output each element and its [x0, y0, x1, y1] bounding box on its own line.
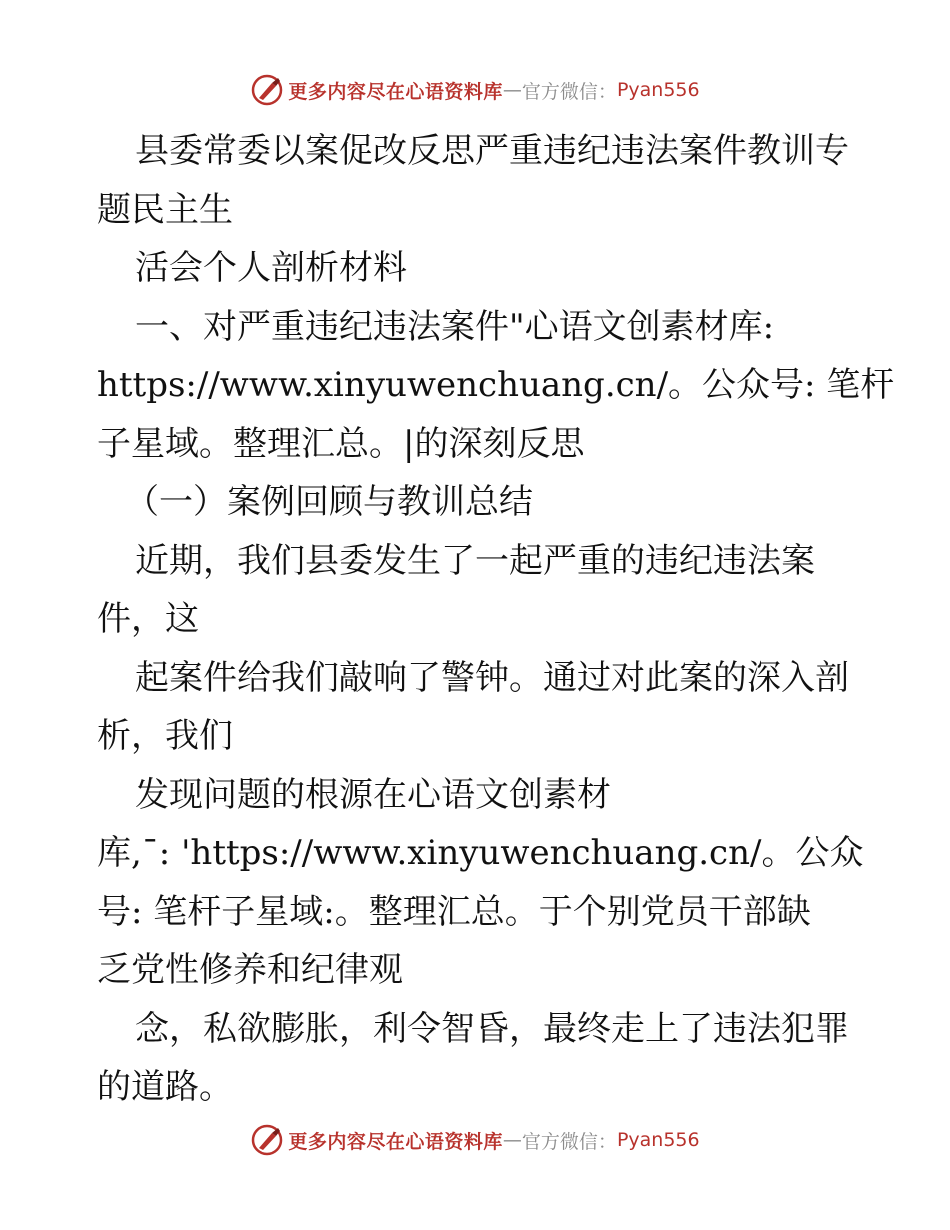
- header-banner: [0, 70, 950, 110]
- paragraph-line-2: 件，这: [97, 599, 199, 639]
- paragraph-line-8: 乏党性修养和纪律观: [97, 950, 403, 990]
- section-heading-line-2: https://www.xinyuwenchuang.cn/。公众号: 笔杆: [97, 365, 895, 405]
- paragraph-line-4: 析，我们: [97, 716, 233, 756]
- paragraph-line-3: 起案件给我们敲响了警钟。通过对此案的深入剖: [135, 657, 849, 698]
- banner-official-label: 官方微信：: [521, 80, 617, 103]
- paragraph-line-5: 发现问题的根源在心语文创素材: [135, 774, 611, 815]
- banner-red-text: 更多内容尽在心语资料库: [288, 80, 503, 103]
- title-line-2: 题民主生: [97, 189, 233, 230]
- banner-dash: —: [502, 1129, 522, 1151]
- subsection-heading: （一）案例回顾与教训总结: [125, 482, 533, 522]
- banner-official-label: 官方微信：: [521, 1130, 617, 1153]
- footer-banner: [0, 1120, 950, 1160]
- banner-red-text: 更多内容尽在心语资料库: [288, 1130, 503, 1153]
- paragraph-line-10: 的道路。: [97, 1067, 233, 1107]
- paragraph-line-6: 库,¯: 'https://www.xinyuwenchuang.cn/。公众: [97, 833, 864, 873]
- pen-logo-icon: [250, 1123, 284, 1157]
- section-heading-line-1: 一、对严重违纪违法案件"心语文创素材库:: [135, 306, 775, 347]
- banner-dash: —: [502, 79, 522, 101]
- paragraph-line-9: 念，私欲膨胀，利令智昏，最终走上了违法犯罪: [135, 1008, 849, 1049]
- paragraph-line-1: 近期，我们县委发生了一起严重的违纪违法案: [135, 540, 815, 581]
- document-body: [97, 122, 895, 1117]
- pen-logo-icon: [250, 73, 284, 107]
- title-line-3: 活会个人剖析材料: [135, 248, 407, 288]
- banner-wechat-id: Pyan556: [616, 1129, 700, 1151]
- banner-wechat-id: Pyan556: [616, 79, 700, 101]
- paragraph-line-7: 号: 笔杆子星域:。整理汇总。于个别党员干部缺: [97, 891, 811, 932]
- title-line-1: 县委常委以案促改反思严重违纪违法案件教训专: [135, 131, 849, 171]
- section-heading-line-3: 子星域。整理汇总。|的深刻反思: [97, 423, 585, 464]
